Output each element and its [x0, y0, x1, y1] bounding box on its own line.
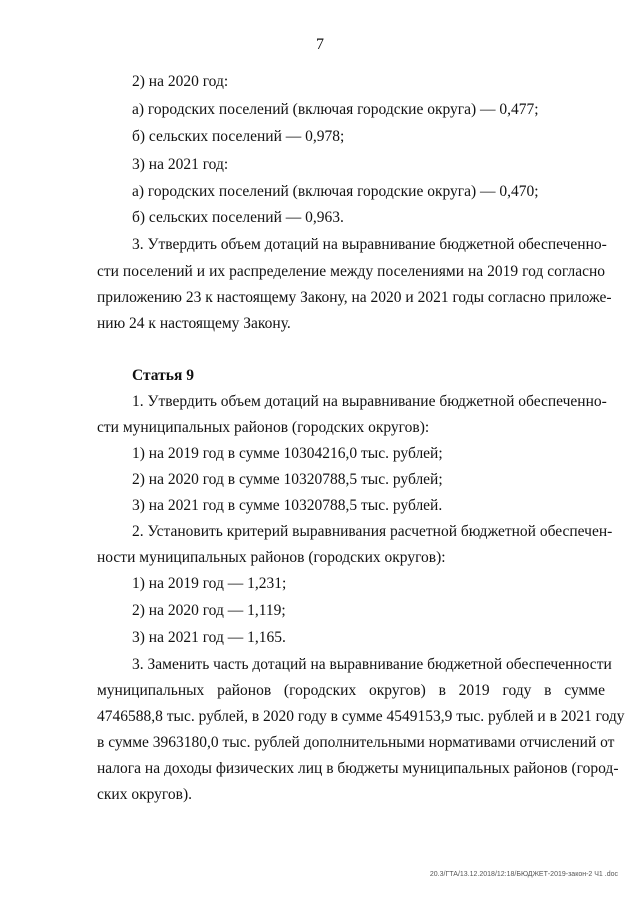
list-item-2020-rural: б) сельских поселений — 0,978;	[132, 128, 345, 145]
paragraph-line: ских округов).	[97, 786, 192, 803]
paragraph-line: приложению 23 к настоящему Закону, на 2020 и 2021 годы согласно приложе-	[97, 289, 612, 306]
paragraph-line: 1. Утвердить объем дотаций на выравнивание бюджетной обеспеченно-	[132, 393, 607, 410]
paragraph-line: ности муниципальных районов (городских округов):	[97, 549, 446, 566]
paragraph-line: 2. Установить критерий выравнивания расчетной бюджетной обеспечен-	[132, 523, 613, 540]
list-item: 3) на 2021 год — 1,165.	[132, 629, 286, 646]
file-path-footer: 20.3/ГТА/13.12.2018/12:18/БЮДЖЕТ-2019-закон-2 Ч1 .doc	[429, 871, 618, 878]
list-item: 1) на 2019 год в сумме 10304216,0 тыс. рублей;	[132, 445, 443, 462]
list-item-2020: 2) на 2020 год:	[132, 73, 229, 90]
list-item: 1) на 2019 год — 1,231;	[132, 575, 287, 592]
list-item-2021-urban: а) городских поселений (включая городские округа) — 0,470;	[132, 183, 539, 200]
list-item-2021: 3) на 2021 год:	[132, 156, 229, 173]
list-item-2021-rural: б) сельских поселений — 0,963.	[132, 209, 344, 226]
page-number: 7	[316, 36, 324, 53]
paragraph-line: налога на доходы физических лиц в бюджеты муниципальных районов (город-	[97, 760, 619, 777]
paragraph-line: 4746588,8 тыс. рублей, в 2020 году в сумме 4549153,9 тыс. рублей и в 2021 году	[97, 708, 625, 725]
paragraph-line: муниципальных районов (городских округов) в 2019 году в сумме	[97, 682, 605, 699]
list-item-2020-urban: а) городских поселений (включая городские округа) — 0,477;	[132, 101, 539, 118]
paragraph-line: сти поселений и их распределение между поселениями на 2019 год согласно	[97, 263, 605, 280]
paragraph-line: сти муниципальных районов (городских округов):	[97, 419, 430, 436]
paragraph-line: 3. Заменить часть дотаций на выравнивание бюджетной обеспеченности	[132, 656, 612, 673]
paragraph-line: 3. Утвердить объем дотаций на выравнивание бюджетной обеспеченно-	[132, 236, 607, 253]
list-item: 3) на 2021 год в сумме 10320788,5 тыс. рублей.	[132, 497, 443, 514]
article-heading: Статья 9	[132, 367, 194, 384]
paragraph-line: в сумме 3963180,0 тыс. рублей дополнительными нормативами отчислений от	[97, 734, 615, 751]
list-item: 2) на 2020 год — 1,119;	[132, 602, 286, 619]
paragraph-line: нию 24 к настоящему Закону.	[97, 315, 291, 332]
list-item: 2) на 2020 год в сумме 10320788,5 тыс. рублей;	[132, 471, 443, 488]
